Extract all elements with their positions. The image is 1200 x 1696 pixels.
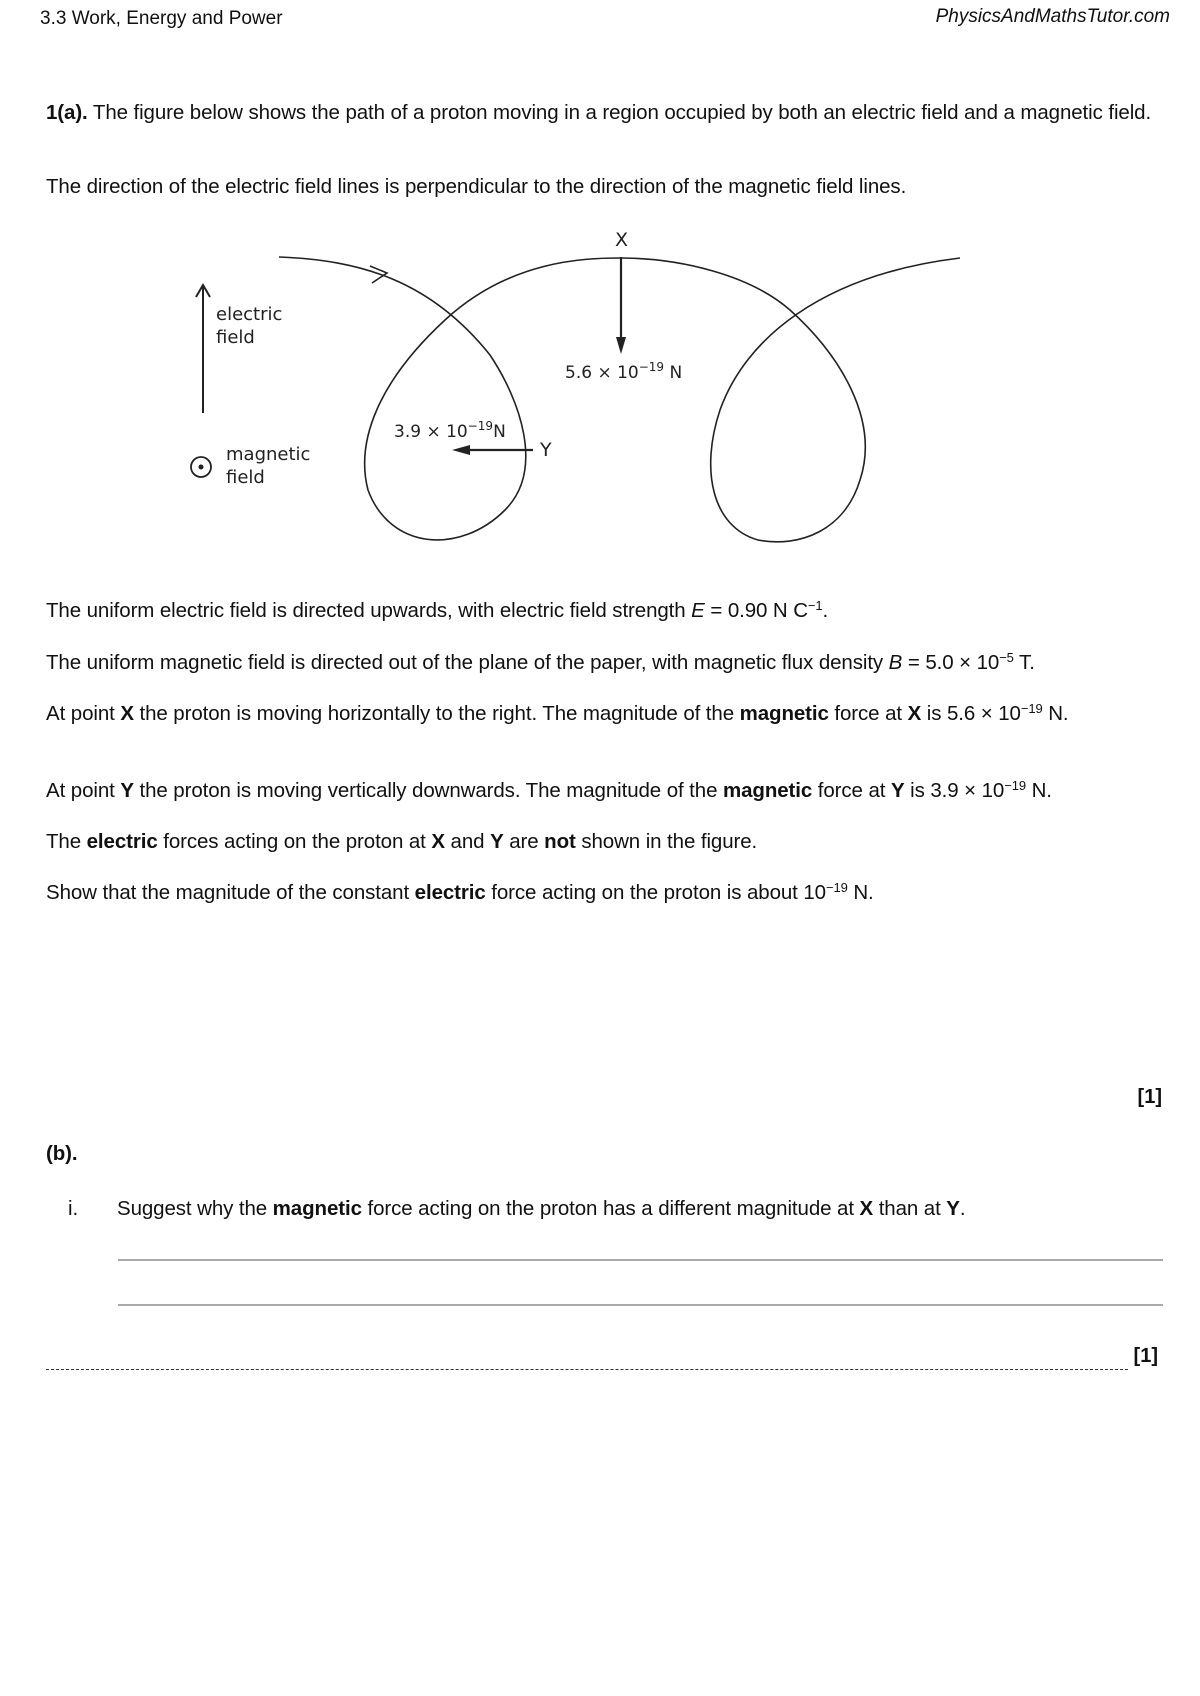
para-point-x: At point X the proton is moving horizontally to the right. The magnitude of the magnetic force at X is $5.6 \times 10^{-19}$ N. <box>46 701 1069 725</box>
proton-trajectory <box>279 257 960 542</box>
force-y-label: $3.9 \times 10^{-19}N$ <box>394 419 506 442</box>
para-magnetic-field: The uniform magnetic field is directed out of the plane of the paper, with magnetic flux density $B = 5.0 \times 10^{-5}$ T. <box>46 650 1035 674</box>
point-y-label: Y <box>540 439 552 461</box>
point-x-label: X <box>615 229 629 251</box>
part-b-numeral: i. <box>68 1197 79 1220</box>
para-point-y: At point Y the proton is moving vertically downwards. The magnitude of the magnetic force at Y is $3.9 \times 10^{-19}$ N. <box>46 778 1052 802</box>
force-x-arrowhead-icon <box>616 337 626 354</box>
force-x-label: $5.6 \times 10^{-19}$ N <box>565 360 683 383</box>
para-forces-not-shown: The electric forces acting on the proton at X and Y are not shown in the figure. <box>46 830 758 853</box>
part-b-question: Suggest why the magnetic force acting on the proton has a different magnitude at X than at Y. <box>117 1197 966 1220</box>
mark-part-b: [1] <box>1133 1345 1158 1367</box>
part-b-label: (b). <box>46 1142 78 1165</box>
direction-note: The direction of the electric field lines is perpendicular to the direction of the magnetic field lines. <box>46 175 907 198</box>
mark-part-a: [1] <box>1137 1086 1162 1108</box>
magnetic-label-line1: magnetic <box>226 444 311 465</box>
force-y-arrowhead-icon <box>452 445 470 455</box>
para-show-that: Show that the magnitude of the constant electric force acting on the proton is about $10^{-19}$ N. <box>46 880 874 904</box>
question-number: 1(a). <box>46 101 88 124</box>
answer-line-1[interactable] <box>118 1259 1163 1261</box>
electric-field-arrow-icon <box>196 285 210 413</box>
magnetic-field-out-of-page-icon <box>191 457 211 477</box>
magnetic-label-line2: field <box>226 467 265 488</box>
electric-label-line2: field <box>216 327 255 348</box>
question-intro-text: The figure below shows the path of a proton moving in a region occupied by both an electric field and a magnetic field. <box>92 101 1152 124</box>
proton-path-figure <box>0 0 1200 560</box>
answer-line-dashed[interactable] <box>46 1369 1128 1370</box>
header-topic: 3.3 Work, Energy and Power <box>40 8 283 29</box>
header-site: PhysicsAndMathsTutor.com <box>935 6 1170 27</box>
electric-label-line1: electric <box>216 304 283 325</box>
answer-line-2[interactable] <box>118 1304 1163 1306</box>
para-electric-field: The uniform electric field is directed upwards, with electric field strength E = 0.90 N $C^{-1}$. <box>46 598 829 622</box>
